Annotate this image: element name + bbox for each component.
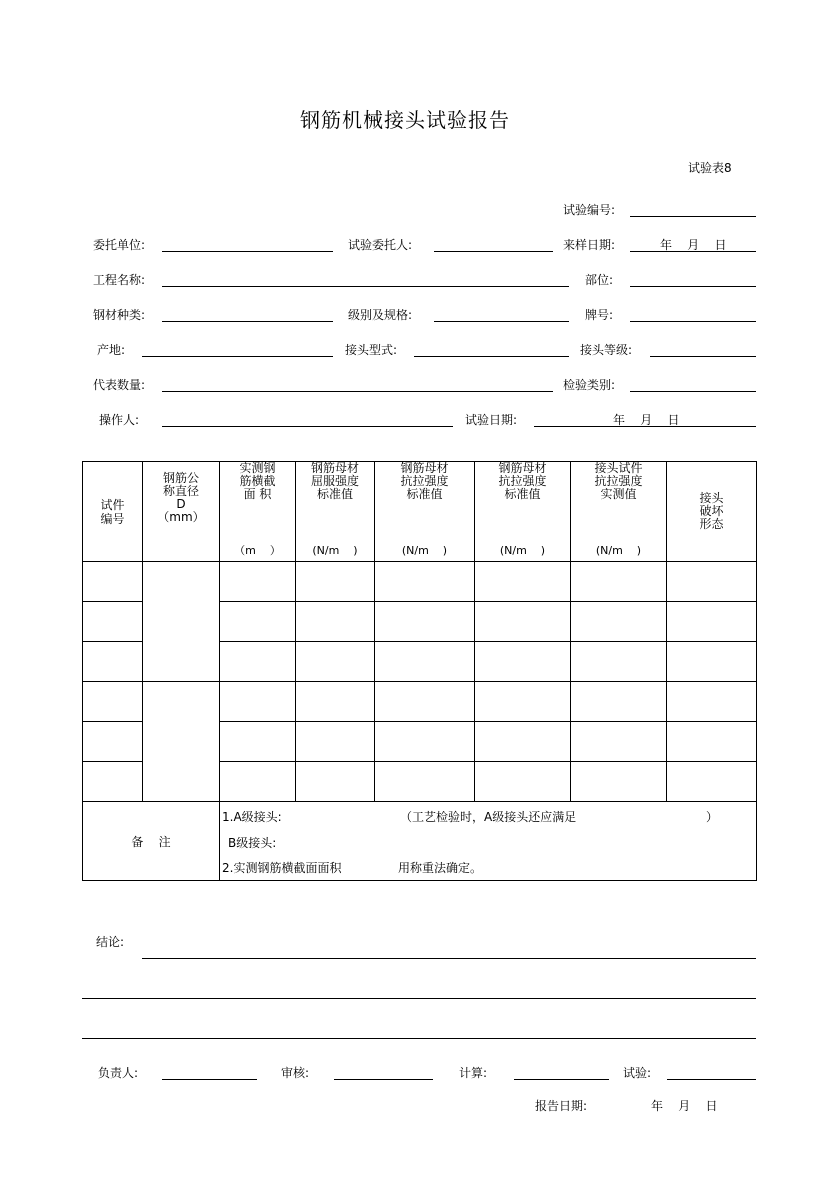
inspection-type-label: 检验类别:: [563, 378, 616, 392]
sample-date-label: 来样日期:: [563, 238, 616, 252]
unit-yield: (N/m ): [312, 544, 358, 557]
remarks-label: 备 注: [83, 802, 220, 881]
client-person-label: 试验委托人:: [348, 238, 413, 252]
form-code: 试验表8: [688, 161, 732, 175]
test-no-field[interactable]: [630, 216, 756, 217]
remarks-line2: B级接头:: [228, 836, 277, 850]
joint-grade-label: 接头等级:: [580, 343, 633, 357]
remarks-line3: 2.实测钢筋横截面面积: [222, 861, 342, 875]
quantity-field[interactable]: [162, 391, 553, 392]
quantity-label: 代表数量:: [93, 378, 146, 392]
operator-field[interactable]: [162, 426, 453, 427]
conclusion-line-2[interactable]: [82, 998, 756, 999]
test-date-label: 试验日期:: [465, 413, 518, 427]
unit-joint-tensile: (N/m ): [595, 544, 642, 557]
remarks-line1c: ）: [706, 810, 719, 824]
origin-field[interactable]: [142, 356, 333, 357]
header-specimen-no: 试件 编号: [83, 462, 143, 562]
header-nominal-diameter: 钢筋公 称直径 D （mm）: [143, 462, 220, 562]
conclusion-label: 结论:: [96, 935, 125, 949]
header-failure-mode: 接头 破坏 形态: [667, 462, 757, 562]
joint-type-field[interactable]: [414, 356, 569, 357]
test-field[interactable]: [667, 1079, 756, 1080]
steel-type-field[interactable]: [162, 321, 333, 322]
remarks-line3b: 用称重法确定。: [398, 861, 483, 875]
review-field[interactable]: [334, 1079, 433, 1080]
brand-field[interactable]: [630, 321, 756, 322]
client-unit-field[interactable]: [162, 251, 333, 252]
joint-type-label: 接头型式:: [345, 343, 398, 357]
test-date-value: 年 月 日: [613, 413, 680, 427]
sample-date-value: 年 月 日: [660, 238, 727, 252]
header-joint-tensile: 接头试件 抗拉强度 实测值 (N/m ): [571, 462, 667, 562]
report-date-value: 年 月 日: [651, 1099, 718, 1113]
table-row: [83, 562, 757, 602]
conclusion-line-3[interactable]: [82, 1038, 756, 1039]
remarks-content: [220, 802, 757, 881]
project-name-field[interactable]: [162, 286, 569, 287]
test-results-table: [82, 461, 757, 881]
grade-spec-label: 级别及规格:: [348, 308, 413, 322]
remarks-line1: 1.A级接头:: [222, 810, 282, 824]
joint-grade-field[interactable]: [650, 356, 756, 357]
header-tensile-strength-2: 钢筋母材 抗拉强度 标准值 (N/m ): [475, 462, 571, 562]
position-label: 部位:: [585, 273, 614, 287]
inspection-type-field[interactable]: [630, 391, 756, 392]
header-yield-strength: 钢筋母材 屈服强度 标准值 (N/m ): [296, 462, 375, 562]
grade-spec-field[interactable]: [434, 321, 569, 322]
unit-area: （m ）: [234, 544, 281, 557]
conclusion-line-1[interactable]: [142, 958, 756, 959]
review-label: 审核:: [281, 1066, 310, 1080]
header-cross-section-area: 实测钢 筋横截 面 积 （m ）: [220, 462, 296, 562]
report-date-label: 报告日期:: [535, 1099, 588, 1113]
calc-field[interactable]: [514, 1079, 609, 1080]
client-unit-label: 委托单位:: [93, 238, 146, 252]
operator-label: 操作人:: [99, 413, 140, 427]
test-no-label: 试验编号:: [563, 203, 616, 217]
unit-tensile-1: (N/m ): [401, 544, 448, 557]
unit-tensile-2: (N/m ): [499, 544, 546, 557]
header-tensile-strength-1: 钢筋母材 抗拉强度 标准值 (N/m ): [375, 462, 475, 562]
page-title: 钢筋机械接头试验报告: [300, 108, 510, 132]
responsible-field[interactable]: [162, 1079, 257, 1080]
test-label: 试验:: [623, 1066, 652, 1080]
steel-type-label: 钢材种类:: [93, 308, 146, 322]
origin-label: 产地:: [97, 343, 126, 357]
position-field[interactable]: [630, 286, 756, 287]
brand-label: 牌号:: [585, 308, 614, 322]
remarks-line1b: （工艺检验时，A级接头还应满足: [400, 810, 577, 824]
client-person-field[interactable]: [434, 251, 553, 252]
responsible-label: 负责人:: [98, 1066, 139, 1080]
project-name-label: 工程名称:: [93, 273, 146, 287]
calc-label: 计算:: [459, 1066, 488, 1080]
table-row: [83, 682, 757, 722]
